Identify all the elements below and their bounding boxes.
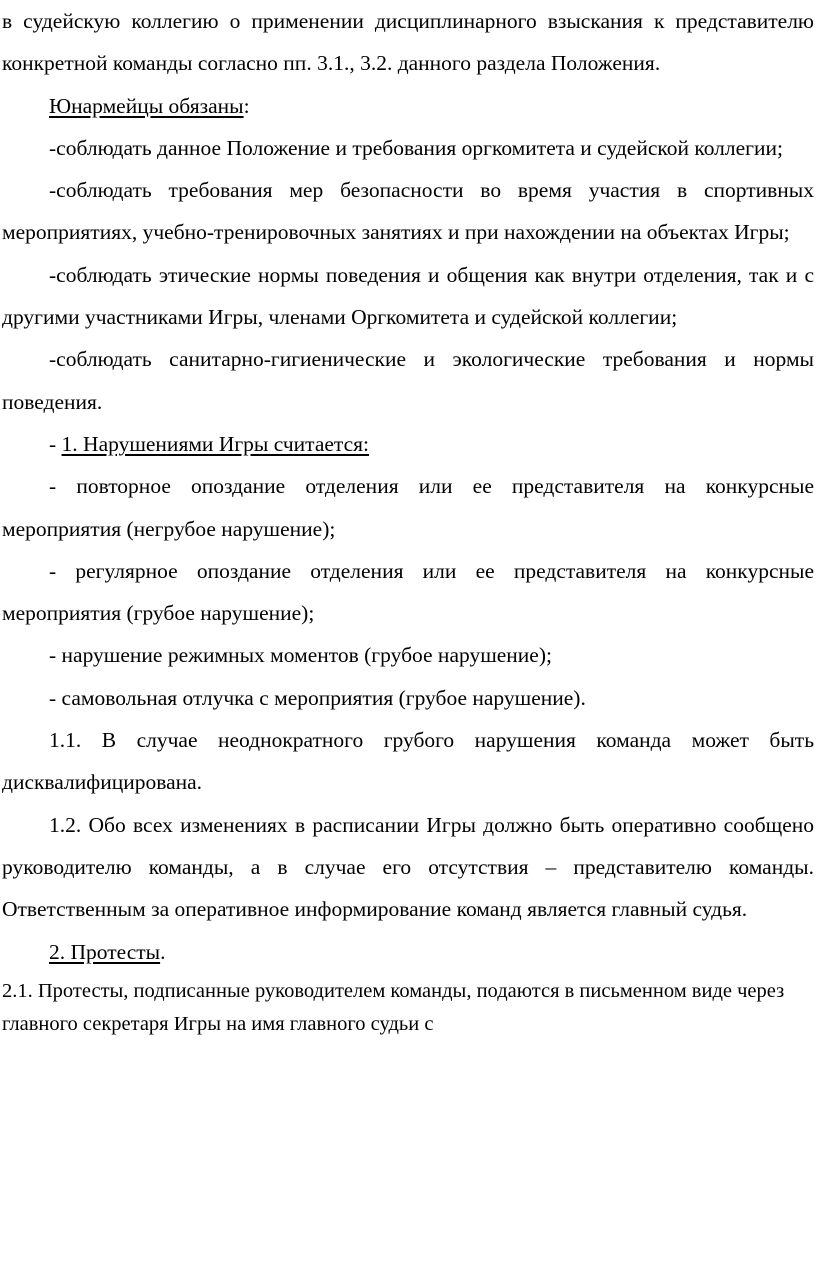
paragraph-clause-1-1: 1.1. В случае неоднократного грубого нарушения команда может быть дисквалифицирована. [2,728,814,795]
paragraph-violation-1: - повторное опоздание отделения или ее представителя на конкурсные мероприятия (негрубое нарушение); [2,474,814,541]
paragraph-duties-heading [0,85,816,127]
duties-heading-colon: : [243,93,250,118]
paragraph-duty-1: -соблюдать данное Положение и требования оргкомитета и судейской коллегии; [49,135,783,160]
paragraph-duty-3: -соблюдать этические нормы поведения и общения как внутри отделения, так и с другими участниками Игры, членами Оргкомитета и судейской коллегии; [2,262,814,330]
paragraph-protests-heading [0,931,816,973]
paragraph-duty-4: -соблюдать санитарно-гигиенические и экологические требования и нормы поведения. [2,347,814,414]
paragraph-clause-1-2: 1.2. Обо всех изменениях в расписании Игры должно быть оперативно сообщено руководителю команды, а в случае его отсутствия – представителю команды. Ответственным за оперативное информирование команд является главный судья. [2,812,814,922]
violations-prefix: - [49,431,62,456]
protests-heading-period: . [160,939,166,964]
paragraph-duty-2: -соблюдать требования мер безопасности во время участия в спортивных мероприятиях, учебно-тренировочных занятиях и при нахождении на объектах Игры; [2,178,814,245]
paragraph-violation-2: - регулярное опоздание отделения или ее представителя на конкурсные мероприятия (грубое нарушение); [2,558,814,626]
paragraph-violation-4: - самовольная отлучка с мероприятия (грубое нарушение). [49,685,586,710]
violations-heading-underlined: 1. Нарушениями Игры считается: [61,431,369,456]
paragraph-continuation: в судейскую коллегию о применении дисциплинарного взыскания к представителю конкретной команды согласно пп. 3.1., 3.2. данного раздела Положения. [2,9,814,76]
paragraph-violations-heading [0,423,816,465]
paragraph-clause-2-1: 2.1. Протесты, подписанные руководителем команды, подаются в письменном виде через главного секретаря Игры на имя главного судьи с [2,979,785,1035]
protests-heading-underlined: 2. Протесты [49,939,161,964]
duties-heading-underlined: Юнармейцы обязаны [49,93,244,118]
paragraph-violation-3: - нарушение режимных моментов (грубое нарушение); [49,643,552,668]
